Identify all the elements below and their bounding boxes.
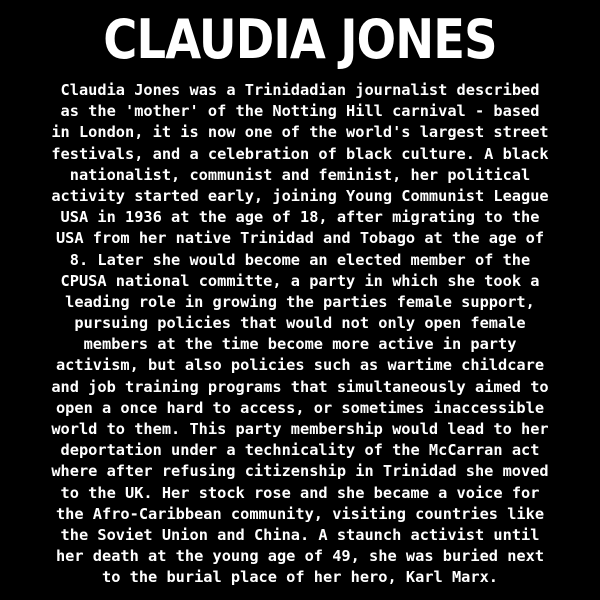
text-line: activity started early, joining Young Communist League [51,186,549,205]
text-line: the Afro-Caribbean community, visiting countries like [55,504,545,523]
text-line: leading role in growing the parties female support, [65,292,535,311]
text-line: her death at the young age of 49, she was buried next [55,547,545,566]
text-line: USA from her native Trinidad and Tobago at the age of [55,229,545,248]
text-line: nationalist, communist and feminist, her political [69,165,531,184]
text-line: pursuing policies that would not only open female [74,314,526,333]
page-title: CLAUDIA JONES [103,8,497,71]
text-line: members at the time become more active in party [83,335,517,354]
text-line: activism, but also policies such as wartime childcare [55,356,545,375]
biography-text [0,80,600,589]
text-line: CPUSA national committe, a party in which she took a [60,271,540,290]
text-line: USA in 1936 at the age of 18, after migrating to the [60,208,540,227]
text-line: to the UK. Her stock rose and she became a voice for [60,483,540,502]
text-line: festivals, and a celebration of black culture. A black [51,144,549,163]
text-line: Claudia Jones was a Trinidadian journalist described [60,81,540,99]
text-line: the Soviet Union and China. A staunch activist until [60,525,540,544]
text-line: deportation under a technicality of the McCarran act [60,441,540,460]
text-line: 8. Later she would become an elected member of the [69,250,531,269]
text-line: as the 'mother' of the Notting Hill carnival - based [60,102,540,121]
text-line: in London, it is now one of the world's largest street [51,123,549,142]
text-line: where after refusing citizenship in Trinidad she moved [51,462,549,481]
text-line: and job training programs that simultaneously aimed to [51,377,549,396]
text-line: open a once hard to access, or sometimes inaccessible [55,398,545,417]
text-line: world to them. This party membership would lead to her [51,420,549,438]
text-line: to the burial place of her hero, Karl Marx. [101,568,498,587]
